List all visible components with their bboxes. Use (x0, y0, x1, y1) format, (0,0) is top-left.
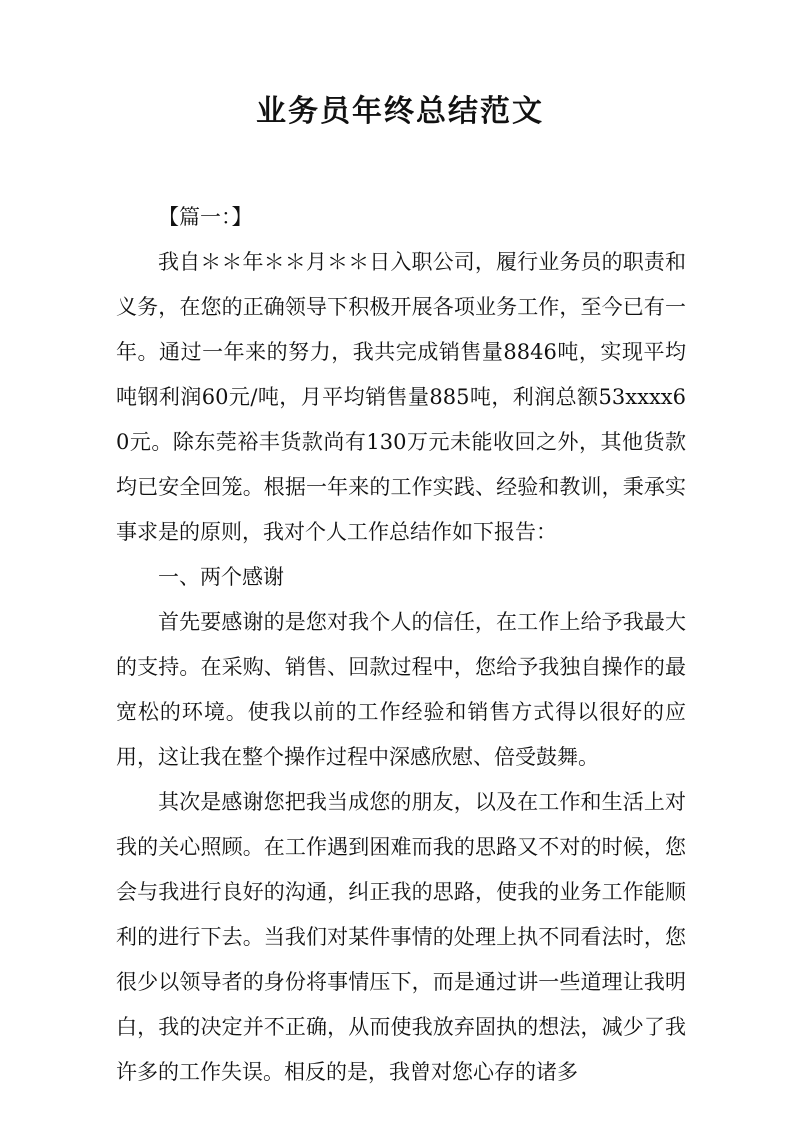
document-body (116, 195, 686, 1095)
section-label: 【篇一：】 (158, 205, 253, 229)
paragraph-first-thanks: 首先要感谢的是您对我个人的信任，在工作上给予我最大的支持。在采购、销售、回款过程中，您给予我独自操作的最宽松的环境。使我以前的工作经验和销售方式得以很好的应用，这让我在整个操作过程中深感欣慰、倍受鼓舞。 (116, 610, 686, 769)
paragraph-intro: 我自＊＊年＊＊月＊＊日入职公司，履行业务员的职责和义务，在您的正确领导下积极开展各项业务工作，至今已有一年。通过一年来的努力，我共完成销售量8846吨，实现平均吨钢利润60元/吨，月平均销售量885吨，利润总额53xxxx60元。除东莞裕丰货款尚有130万元未能收回之外，其他货款均已安全回笼。根据一年来的工作实践、经验和教训，秉承实事求是的原则，我对个人工作总结作如下报告： (116, 250, 686, 544)
paragraph-second-thanks: 其次是感谢您把我当成您的朋友，以及在工作和生活上对我的关心照顾。在工作遇到困难而我的思路又不对的时候，您会与我进行良好的沟通，纠正我的思路，使我的业务工作能顺利的进行下去。当我们对某件事情的处理上执不同看法时，您很少以领导者的身份将事情压下，而是通过讲一些道理让我明白，我的决定并不正确，从而使我放弃固执的想法，减少了我许多的工作失误。相反的是，我曾对您心存的诸多 (116, 790, 686, 1084)
document-title: 业务员年终总结范文 (256, 94, 544, 129)
section-heading-two-thanks: 一、两个感谢 (158, 565, 284, 589)
